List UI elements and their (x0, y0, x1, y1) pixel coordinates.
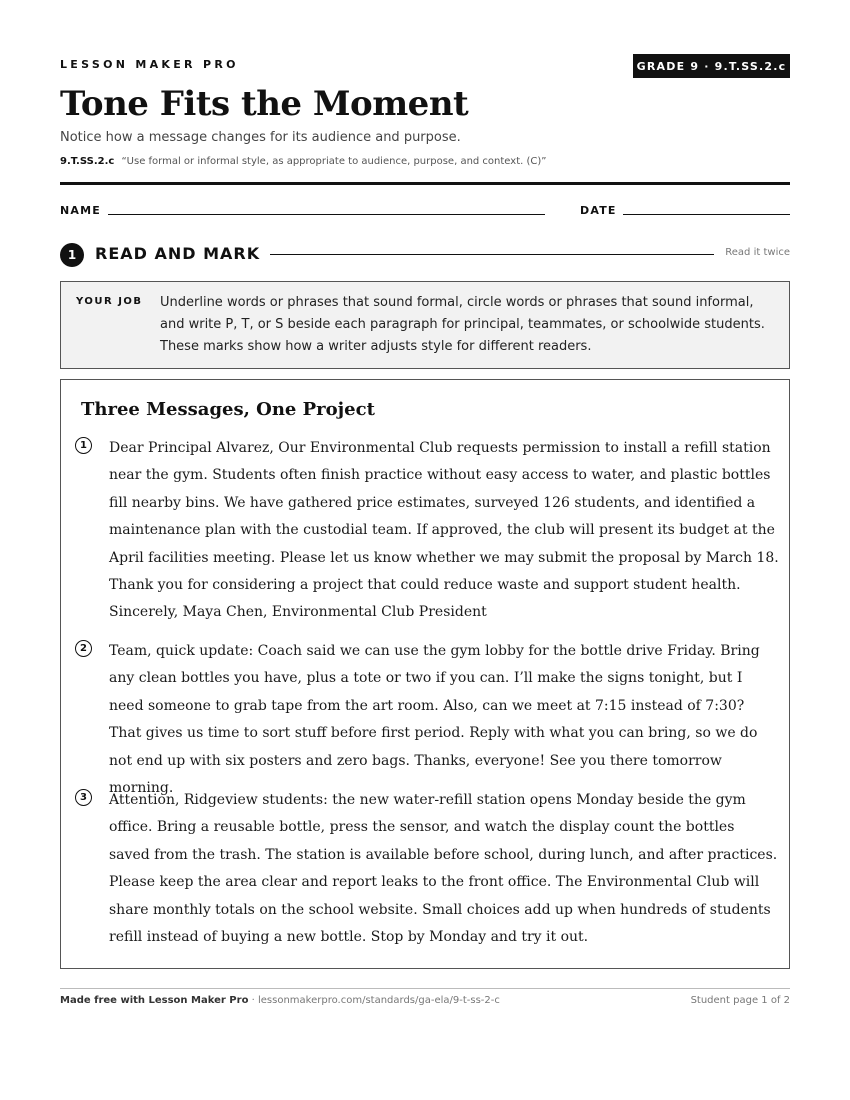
paragraph-text: Team, quick update: Coach said we can use the gym lobby for the bottle drive Friday. Bring any clean bottles you have, plus a tote or two if you can. I’ll make the signs tonight, but I need someone to grab tape from the art room. Also, can we meet at 7:15 instead of 7:30? That gives us time to sort stuff before first period. Reply with what you can bring, so we do not end up with six posters and zero bags. Thanks, everyone! See you there tomorrow morning. (109, 643, 760, 797)
grade-standard-badge: GRADE 9 · 9.T.SS.2.c (633, 54, 790, 78)
footer-credit (60, 995, 500, 1006)
instructions-box (60, 281, 790, 369)
footer-separator: · (248, 995, 258, 1006)
section-divider (270, 254, 714, 255)
paragraph-number-badge: 1 (75, 437, 92, 454)
paragraph-text: Attention, Ridgeview students: the new water-refill station opens Monday beside the gym office. Bring a reusable bottle, press the sensor, and watch the display count the bottles saved from the trash. The station is available before school, during lunch, and after practices. Please keep the area clear and report leaks to the front office. The Environmental Club will share monthly totals on the school website. Small choices add up when hundreds of students refill instead of buying a new bottle. Stop by Monday and try it out. (109, 792, 778, 946)
section-number-badge: 1 (60, 243, 84, 267)
worksheet-subtitle: Notice how a message changes for its audience and purpose. (60, 130, 461, 145)
name-label: NAME (60, 204, 101, 217)
standard-text: “Use formal or informal style, as appropriate to audience, purpose, and context. (C)” (121, 156, 547, 167)
standard-line (60, 156, 546, 167)
footer-divider (60, 988, 790, 989)
paragraph-number-badge: 2 (75, 640, 92, 657)
passage-title: Three Messages, One Project (81, 399, 375, 420)
footer-made-with: Made free with Lesson Maker Pro (60, 995, 249, 1006)
paragraph-text: Dear Principal Alvarez, Our Environmental Club requests permission to install a refill station near the gym. Students often finish practice without easy access to water, and plastic bottles fill nearby bins. We have gathered price estimates, surveyed 126 students, and identified a maintenance plan with the custodial team. If approved, the club will present its budget at the April facilities meeting. Please let us know whether we may submit the proposal by March 18. Thank you for considering a project that could reduce waste and support student health. Sincerely, Maya Chen, Environmental Club President (109, 440, 779, 621)
header-divider (60, 182, 790, 185)
name-field[interactable] (108, 214, 545, 215)
paragraph-number-badge: 3 (75, 789, 92, 806)
instructions-label: YOUR JOB (76, 296, 143, 307)
worksheet-title: Tone Fits the Moment (60, 84, 469, 124)
instructions-text: Underline words or phrases that sound formal, circle words or phrases that sound informal, and write P, T, or S beside each paragraph for principal, teammates, or schoolwide students. These marks show how a writer adjusts style for different readers. (160, 295, 765, 354)
page-number: Student page 1 of 2 (690, 995, 790, 1006)
standard-code: 9.T.SS.2.c (60, 156, 115, 167)
reading-passage (60, 379, 790, 969)
footer-url[interactable]: lessonmakerpro.com/standards/ga-ela/9-t-ss-2-c (257, 995, 500, 1006)
section-title: READ AND MARK (95, 244, 261, 263)
date-field[interactable] (623, 214, 790, 215)
date-label: DATE (580, 204, 617, 217)
brand-name: LESSON MAKER PRO (60, 58, 239, 71)
section-hint: Read it twice (725, 247, 790, 258)
